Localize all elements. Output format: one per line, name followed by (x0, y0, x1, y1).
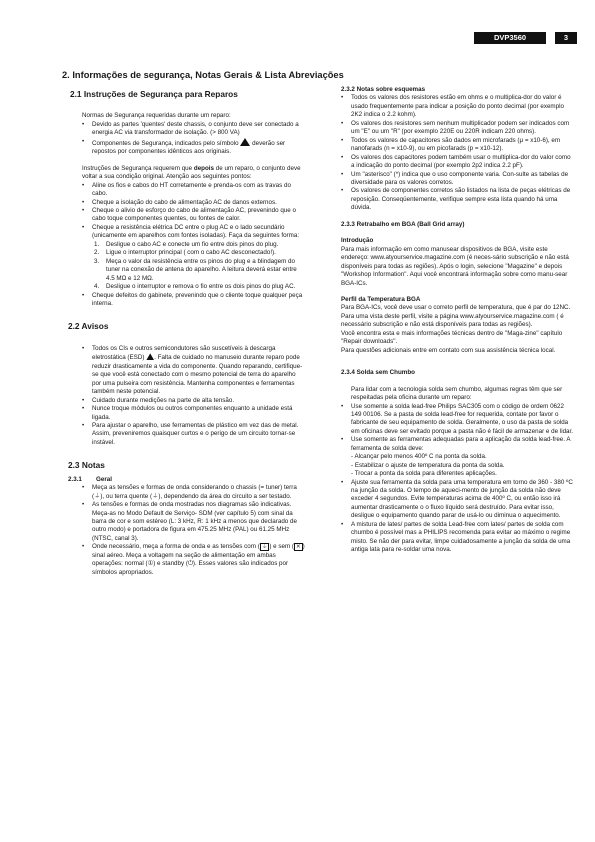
list-subitem: - Estabilizar o ajuste de temperatura da ponta da solda. (351, 461, 505, 469)
bga-profile-text: Você encontra esta e mais informações técnicas dentro de "Maga-zine" capítulo "Repair downloads". (341, 329, 563, 346)
bga-intro-heading: Introdução (341, 237, 374, 245)
left-column (68, 90, 306, 577)
leadfree-intro: Para lidar com a tecnologia solda sem chumbo, algumas regras têm que ser respeitadas pela oficina durante um reparo: (351, 385, 563, 402)
list-item: • Aline os fios e cabos do HT corretamente e prenda-os com as travas do cabo. (82, 181, 291, 198)
numbered-item: 1. Desligue o cabo AC e conecte um fio entre dois pinos do plug. (94, 240, 279, 248)
numbered-item: 2. Ligue o interruptor principal ( com o cabo AC desconectado!). (94, 249, 276, 257)
list-item: • Os valores dos resistores sem nenhum multiplicador podem ser indicados com um "E" ou um "R" (por exemplo 220E ou 220R indicam 220 ohms). (341, 119, 570, 136)
esd-icon (146, 353, 154, 360)
section-2-3-title: 2.3 Notas (68, 460, 105, 471)
list-item: • Cheque o alivio de esforço do cabo de alimentação AC, prevenindo que o cabo toque componentes quentes, ou fontes de calor. (82, 206, 296, 223)
list-item: • As tensões e formas de onda mostradas nos diagramas são indicativas. Meça-as no Modo Default de Serviço- SDM (ver capítulo 5) com sinal da barra de cor e som estéreo (L: 3 kHz, R: 1 kHz a menos que declarado de outro modo) e portadora de figura em 475.25 MHz (PAL) ou 61.25 MHz (NTSC, canal 3). (82, 501, 297, 542)
section-2-1-title: 2.1 Instruções de Segurança para Reparos (70, 89, 238, 99)
subsection-2-3-4-title: 2.3.4 Solda sem Chumbo (341, 369, 415, 377)
list-item: • Cheque a isolação do cabo de alimentação AC de danos externos. (82, 198, 277, 206)
model-label-box: DVP3560 (474, 32, 546, 44)
bga-profile-text: Para BGA-ICs, você deve usar o correto perfil de temperatura, que é par do 12NC. Para uma vista deste perfil, visite a página www.atyourservice.magazine.com ( é necessário subscrição e não está disponíveis para todas as regiões). (341, 304, 571, 329)
main-title: 2. Informações de segurança, Notas Gerais & Lista Abreviações (62, 70, 344, 80)
safety-intro: Normas de Segurança requeridas durante um reparo: (82, 112, 231, 120)
list-item: • Meça as tensões e formas de onda considerando o chassis (= tuner) terra (⏚), ou terra quente (⏚), dependendo da área do circuito a ser testado. (82, 484, 297, 500)
list-item: • Um "asterisco" (*) indica que o uso componente varia. Con-sulte as tabelas de diversidade para os valores corretos. (341, 170, 569, 186)
subsection-2-3-1-title: 2.3.1 Geral (68, 475, 112, 483)
list-item: • A mistura de lates/ partes de solda Lead-free com lates/ partes de solda com chumbo é possível mas a PHILIPS recomenda para evitar ao máximo o regime misto. Se não der para evitar, limpe cuidadosamente a junção da solda de uma antiga lata para re-soldar uma nova. (341, 520, 571, 554)
safety-paragraph: Instruções de Segurança requerem que depois de um reparo, o conjunto deve voltar a sua condição original. Atenção aos seguintes pontos: (82, 164, 301, 181)
list-item: • Nunce troque módulos ou outros componentes enquanto a unidade está ligada. (82, 405, 293, 421)
normal-mode-icon: ① (147, 560, 154, 568)
list-subitem: - Trocar a ponta da solda para diferentes aplicações. (351, 470, 497, 478)
numbered-item: 3. Meça o valor da resistência entre os pinos do plug e a blindagem do tuner na conexão de antena do aparelho. A leitura deverá estar entre 4.5 MΩ e 12 MΩ. (94, 257, 297, 282)
list-item: • Componentes de Segurança, indicados pelo símbolo deverão ser repostos por componentes idênticos aos originais. (82, 137, 286, 156)
bga-profile-text: Para questões adicionais entre em contato com sua assistência técnica local. (341, 346, 556, 354)
subsection-2-3-3-title: 2.3.3 Retrabalho em BGA (Ball Grid array) (341, 220, 465, 228)
list-item: • Ajuste sua ferramenta da solda para uma temperatura em torno de 360 - 380 ºC na junção da solda. O tempo de aqueci-mento de junção da solda não deve exceder 4 segundos. Evite temperaturas acima de 400º C, ou então isso irá aumentar drasticamente o o fluxo líquido será destruído. Para evitar isso, desligue o equipamento quando parar de usá-lo ou diminua o aquecimento. (341, 478, 573, 520)
list-item: • Todos os valores de capacitores são dados em microfarads (μ = x10-6), em nanofarads (n = x10-9), ou em picofarads (p = x10-12). (341, 136, 561, 153)
subsection-2-3-2-title: 2.3.2 Notas sobre esquemas (341, 86, 426, 93)
bga-profile-heading: Perfil da Temperatura BGA (341, 295, 421, 303)
page-number-box: 3 (555, 32, 577, 44)
list-item: • Cuidado durante medições na parte de alta tensão. (82, 396, 235, 404)
bga-intro-text: Para mais informação em como manusear dispositivos de BGA, visite este endereço: www.atyourservice.magazine.com (é neces-sário subscrição e não está disponíveis para todas as regiões). Após o login, selecione "Magazine" e depois "Workshop Information". Aqui você encontrará informação sobre como manu-sear BGA-ICs. (341, 245, 569, 287)
list-item: • Cheque defeitos do gabinete, prevenindo que o cliente toque qualquer peça interna. (82, 291, 303, 307)
right-column (341, 86, 573, 555)
list-item: • Todos os CIs e outros semicondutores são suscetíveis à descarga eletrostática (ESD) . Falta de cuidado no manuseio durante reparo pode reduzir drasticamente a vida do componente. Quando reparando, certifique-se que você está conectado com o mesmo potencial de terra do aparelho por uma pulseira com resistência. Mantenha componentes e ferramentas também neste potencial. (82, 344, 303, 396)
list-item: • Todos os valores dos resistores estão em ohms e o multiplica-dor do valor é usado frequentemente para indicar a posição do ponto decimal (por exemplo 2K2 indica o 2.2 kohm). (341, 94, 564, 119)
list-item: • Use somente as ferramentas adequadas para a aplicação da solda lead-free. A ferramenta de solda deve: (341, 436, 571, 452)
list-item: • Use somente a solda lead-free Philips SAC305 com o código de ordem 0622 149 00106. Se a pasta de solda lead-free for requerida, contate por favor o fabricante de seu equipamento de solda. Geralmente, o uso da pasta de solda em oficinas deve ser evitado porque a pasta não é fácil de armazenar e de lidar. (341, 402, 574, 435)
list-subitem: - Alcançar pelo menos 400º C na ponta da solda. (351, 453, 487, 461)
list-item: • Os valores dos capacitores podem também usar o multiplica-dor do valor como a indicação do ponto decimal (por exemplo 2p2 indica 2.2 pF). (341, 153, 571, 170)
standby-icon: ⏻ (187, 560, 193, 568)
antenna-icon: ⏚ (261, 544, 268, 551)
list-item: • Para ajustar o aparelho, use ferramentas de plástico em vez das de metal. Assim, preveniremos quaisquer curtos e o perigo de um circuito tornar-se instável. (82, 421, 299, 446)
list-item: • Onde necessário, meça a forma de onda e as tensões com ( ⏚ ) e sem ( ✕ ) sinal aéreo. Meça a voltagem na seção de alimentação em ambas operações: normal (①) e standby (⏻). Esses valores são indicados por símbolos apropriados. (82, 543, 305, 576)
list-item: • Devido as partes 'quentes' deste chassis, o conjunto deve ser conectado a energia AC via transformador de isolação. (> 800 VA) (82, 120, 299, 137)
warning-triangle-icon (240, 138, 250, 146)
numbered-item: 4. Desligue o interruptor e remova o fio entre os dois pinos do plug AC. (94, 283, 296, 291)
list-item: • Os valores de componentes corretos são listados na lista de peças elétricas de reposição. Conseqüentemente, verifique sempre esta lista quando há uma dúvida. (341, 187, 571, 212)
section-2-2-title: 2.2 Avisos (68, 321, 109, 332)
list-item: • Cheque a resistência elétrica DC entre o plug AC e o lado secundário (unicamente em aparelhos com fontes isoladas). Faça da seguintes forma: (82, 223, 300, 240)
no-antenna-icon: ✕ (295, 544, 301, 551)
